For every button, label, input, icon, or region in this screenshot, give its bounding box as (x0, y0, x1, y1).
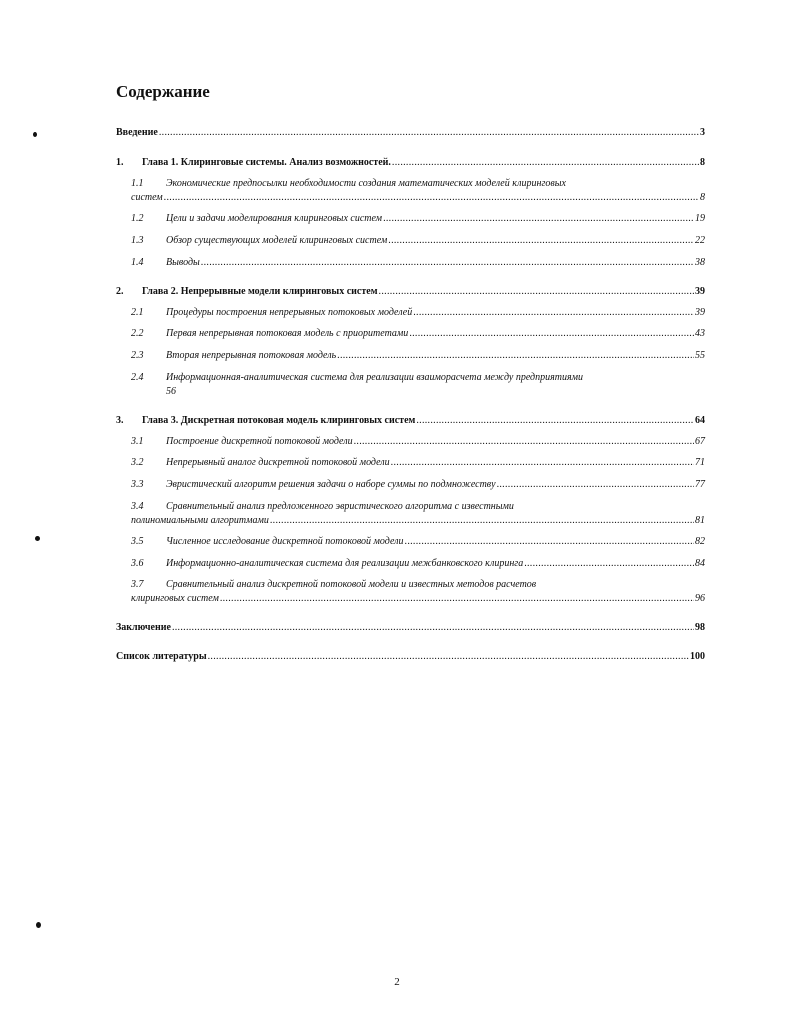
toc-entry-label: Эвристический алгоритм решения задачи о наборе суммы по подмножеству (166, 479, 496, 490)
toc-entry-page: 39 (695, 286, 705, 297)
toc-entry-number: 3.1 (131, 436, 144, 447)
toc-entry-label: Экономические предпосылки необходимости создания математических моделей клиринговых (166, 178, 566, 189)
toc-entry-label: Глава 3. Дискретная потоковая модель клиринговых систем (142, 415, 416, 426)
toc-entry-page: 8 (700, 192, 705, 203)
toc-entry-label: Заключение (116, 622, 171, 633)
toc-entry-label: Процедуры построения непрерывных потоковых моделей (166, 307, 413, 318)
toc-entry-label: Обзор существующих моделей клиринговых систем (166, 235, 388, 246)
leader-dots (208, 650, 689, 664)
toc-entry-3-2 (131, 456, 705, 470)
toc-entry-label: Введение (116, 127, 158, 138)
leader-dots (524, 557, 694, 571)
toc-entry-page: 39 (695, 307, 705, 318)
toc-entry-3-7 (131, 592, 705, 606)
toc-entry-number: 2. (116, 286, 124, 297)
toc-entry-label: Глава 1. Клиринговые системы. Анализ возможностей. (142, 157, 391, 168)
toc-entry-label: Список литературы (116, 651, 207, 662)
toc-entry-number: 1.4 (131, 257, 144, 268)
toc-entry-label: Информационно-аналитическая система для реализации межбанковского клиринга (166, 558, 524, 569)
toc-entry-page: 55 (695, 350, 705, 361)
toc-entry-conclusion (116, 621, 705, 635)
toc-entry-page: 64 (695, 415, 705, 426)
toc-entry-page: 81 (695, 515, 705, 526)
toc-entry-page: 77 (695, 479, 705, 490)
toc-entry-label: Вторая непрерывная потоковая модель (166, 350, 337, 361)
leader-dots (497, 478, 694, 492)
toc-entry-intro (116, 126, 705, 140)
leader-dots (354, 435, 694, 449)
toc-entry-number: 1.3 (131, 235, 144, 246)
toc-entry-2-2 (131, 327, 705, 341)
toc-entry-label: Построение дискретной потоковой модели (166, 436, 353, 447)
scan-speck (33, 132, 37, 137)
toc-entry-page: 22 (695, 235, 705, 246)
scan-speck (35, 536, 40, 541)
toc-entry-chapter-3 (116, 414, 705, 428)
toc-entry-label-continuation: полиномиальными алгоритмами (131, 515, 269, 526)
leader-dots (270, 514, 694, 528)
leader-dots (416, 414, 694, 428)
toc-entry-label: Сравнительный анализ предложенного эвристического алгоритма с известными (166, 501, 514, 512)
toc-entry-label: Глава 2. Непрерывные модели клиринговых систем (142, 286, 378, 297)
toc-entry-number: 2.3 (131, 350, 144, 361)
toc-entry-number: 1.2 (131, 213, 144, 224)
leader-dots (409, 327, 694, 341)
toc-entry-page: 96 (695, 593, 705, 604)
leader-dots (220, 592, 694, 606)
toc-entry-page: 82 (695, 536, 705, 547)
toc-entry-number: 3.2 (131, 457, 144, 468)
leader-dots (392, 156, 699, 170)
toc-entry-2-4 (131, 371, 583, 385)
toc-entry-2-4-page: 56 (166, 386, 176, 397)
toc-entry-3-4-first-line (131, 500, 514, 514)
toc-entry-3-6 (131, 557, 705, 571)
toc-entry-3-1 (131, 435, 705, 449)
toc-entry-references (116, 650, 705, 664)
toc-entry-page: 8 (700, 157, 705, 168)
toc-entry-number: 3.3 (131, 479, 144, 490)
toc-entry-page: 67 (695, 436, 705, 447)
toc-entry-chapter-2 (116, 285, 705, 299)
toc-entry-label: Цели и задачи моделирования клиринговых систем (166, 213, 383, 224)
toc-entry-number: 3.5 (131, 536, 144, 547)
toc-entry-label: Первая непрерывная потоковая модель с приоритетами (166, 328, 409, 339)
scan-speck (36, 922, 41, 928)
toc-entry-page: 100 (690, 651, 705, 662)
leader-dots (388, 234, 694, 248)
toc-entry-page: 19 (695, 213, 705, 224)
toc-entry-page: 3 (700, 127, 705, 138)
leader-dots (405, 535, 694, 549)
toc-entry-1-1 (131, 191, 705, 205)
leader-dots (159, 126, 699, 140)
toc-entry-label: Численное исследование дискретной потоковой модели (166, 536, 404, 547)
leader-dots (383, 212, 694, 226)
toc-entry-page: 38 (695, 257, 705, 268)
toc-entry-number: 3.7 (131, 579, 144, 590)
toc-entry-label-continuation: клиринговых систем (131, 593, 219, 604)
leader-dots (172, 621, 694, 635)
page-number: 2 (394, 976, 400, 988)
toc-entry-page: 43 (695, 328, 705, 339)
toc-entry-2-1 (131, 306, 705, 320)
toc-entry-label-continuation: систем (131, 192, 163, 203)
toc-entry-3-4 (131, 514, 705, 528)
toc-entry-1-1-first-line (131, 177, 566, 191)
leader-dots (201, 256, 694, 270)
toc-entry-page: 98 (695, 622, 705, 633)
toc-entry-number: 1. (116, 157, 124, 168)
toc-entry-label: Сравнительный анализ дискретной потоковой модели и известных методов расчетов (166, 579, 537, 590)
leader-dots (337, 349, 694, 363)
toc-entry-1-4 (131, 256, 705, 270)
leader-dots (164, 191, 699, 205)
toc-entry-page: 84 (695, 558, 705, 569)
leader-dots (413, 306, 694, 320)
toc-entry-label: Выводы (166, 257, 200, 268)
toc-entry-number: 3. (116, 415, 124, 426)
toc-entry-number: 3.6 (131, 558, 144, 569)
toc-entry-page: 71 (695, 457, 705, 468)
toc-entry-1-3 (131, 234, 705, 248)
toc-entry-number: 2.4 (131, 372, 144, 383)
toc-entry-number: 2.1 (131, 307, 144, 318)
toc-entry-number: 2.2 (131, 328, 144, 339)
toc-entry-label: Непрерывный аналог дискретной потоковой модели (166, 457, 390, 468)
toc-entry-chapter-1 (116, 156, 705, 170)
leader-dots (391, 456, 694, 470)
toc-entry-3-5 (131, 535, 705, 549)
leader-dots (379, 285, 694, 299)
toc-entry-1-2 (131, 212, 705, 226)
toc-entry-2-3 (131, 349, 705, 363)
toc-entry-3-7-first-line (131, 578, 536, 592)
toc-entry-number: 1.1 (131, 178, 144, 189)
toc-entry-number: 3.4 (131, 501, 144, 512)
toc-entry-3-3 (131, 478, 705, 492)
toc-entry-label: Информационная-аналитическая система для реализации взаиморасчета между предприятиями (166, 372, 583, 383)
page-title: Содержание (116, 82, 210, 101)
